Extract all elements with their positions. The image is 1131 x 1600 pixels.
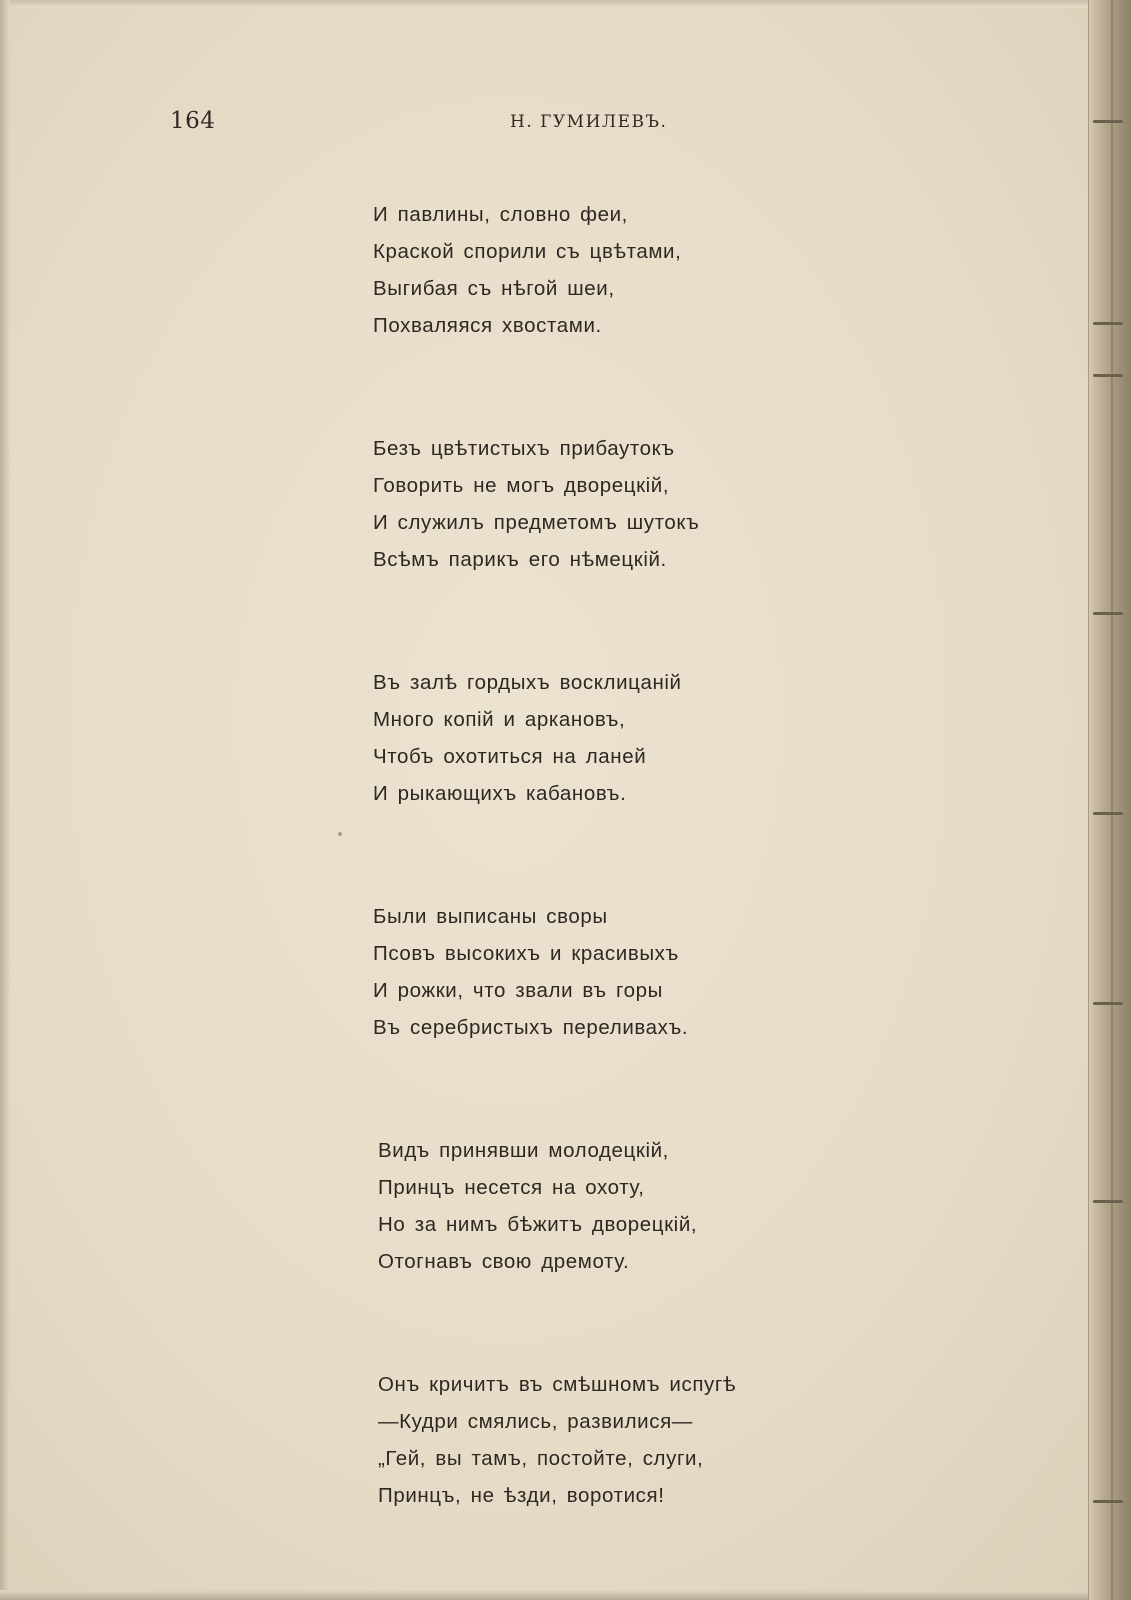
poem-line: Всѣмъ парикъ его нѣмецкій. (373, 548, 667, 571)
poem-line: Въ залѣ гордыхъ восклицаній (373, 671, 682, 694)
poem-line: И рожки, что звали въ горы (373, 979, 663, 1002)
binding-stitch (1093, 1002, 1123, 1005)
running-head: Н. ГУМИЛЕВЪ. (510, 112, 668, 132)
poem-line: Говорить не могъ дворецкій, (373, 474, 670, 497)
poem-line: Безъ цвѣтистыхъ прибаутокъ (373, 437, 675, 460)
poem-line: Принцъ несется на охоту, (378, 1176, 645, 1199)
page-left-edge (0, 0, 10, 1600)
poem-line: Псовъ высокихъ и красивыхъ (373, 942, 679, 965)
paper-speck (338, 832, 342, 836)
poem-line: Много копій и аркановъ, (373, 708, 626, 731)
poem-line: Выгибая съ нѣгой шеи, (373, 277, 615, 300)
poem-line: —Кудри смялись, развилися— (378, 1410, 693, 1433)
poem-line: Похваляяся хвостами. (373, 314, 602, 337)
poem-line: Краской спорили съ цвѣтами, (373, 240, 682, 263)
poem-line: И служилъ предметомъ шутокъ (373, 511, 700, 534)
poem-line: Въ серебристыхъ переливахъ. (373, 1016, 689, 1039)
poem-line: Отогнавъ свою дремоту. (378, 1250, 630, 1273)
poem-line: Были выписаны своры (373, 905, 608, 928)
stanza (373, 664, 893, 812)
poem-line: Принцъ, не ѣзди, воротися! (378, 1484, 665, 1507)
binding-stitch (1093, 374, 1123, 377)
poem (373, 196, 893, 1600)
spine-fold (1111, 0, 1113, 1600)
poem-line: „Гей, вы тамъ, постойте, слуги, (378, 1447, 704, 1470)
poem-line: Видъ принявши молодецкій, (378, 1139, 669, 1162)
poem-line: Онъ кричитъ въ смѣшномъ испугѣ (378, 1373, 737, 1396)
stanza (373, 430, 893, 578)
poem-line: И рыкающихъ кабановъ. (373, 782, 627, 805)
page-number: 164 (170, 108, 216, 134)
binding-stitch (1093, 1200, 1123, 1203)
stanza (373, 196, 893, 344)
binding-stitch (1093, 322, 1123, 325)
book-spine (1088, 0, 1131, 1600)
binding-stitch (1093, 612, 1123, 615)
poem-line: Но за нимъ бѣжитъ дворецкій, (378, 1213, 698, 1236)
stanza (373, 898, 893, 1046)
stanza (373, 1132, 893, 1280)
poem-line: Чтобъ охотиться на ланей (373, 745, 647, 768)
binding-stitch (1093, 1500, 1123, 1503)
page-header (0, 108, 1131, 140)
binding-stitch (1093, 812, 1123, 815)
page-top-edge (0, 0, 1131, 8)
poem-line: И павлины, словно феи, (373, 203, 628, 226)
stanza (373, 1366, 893, 1514)
